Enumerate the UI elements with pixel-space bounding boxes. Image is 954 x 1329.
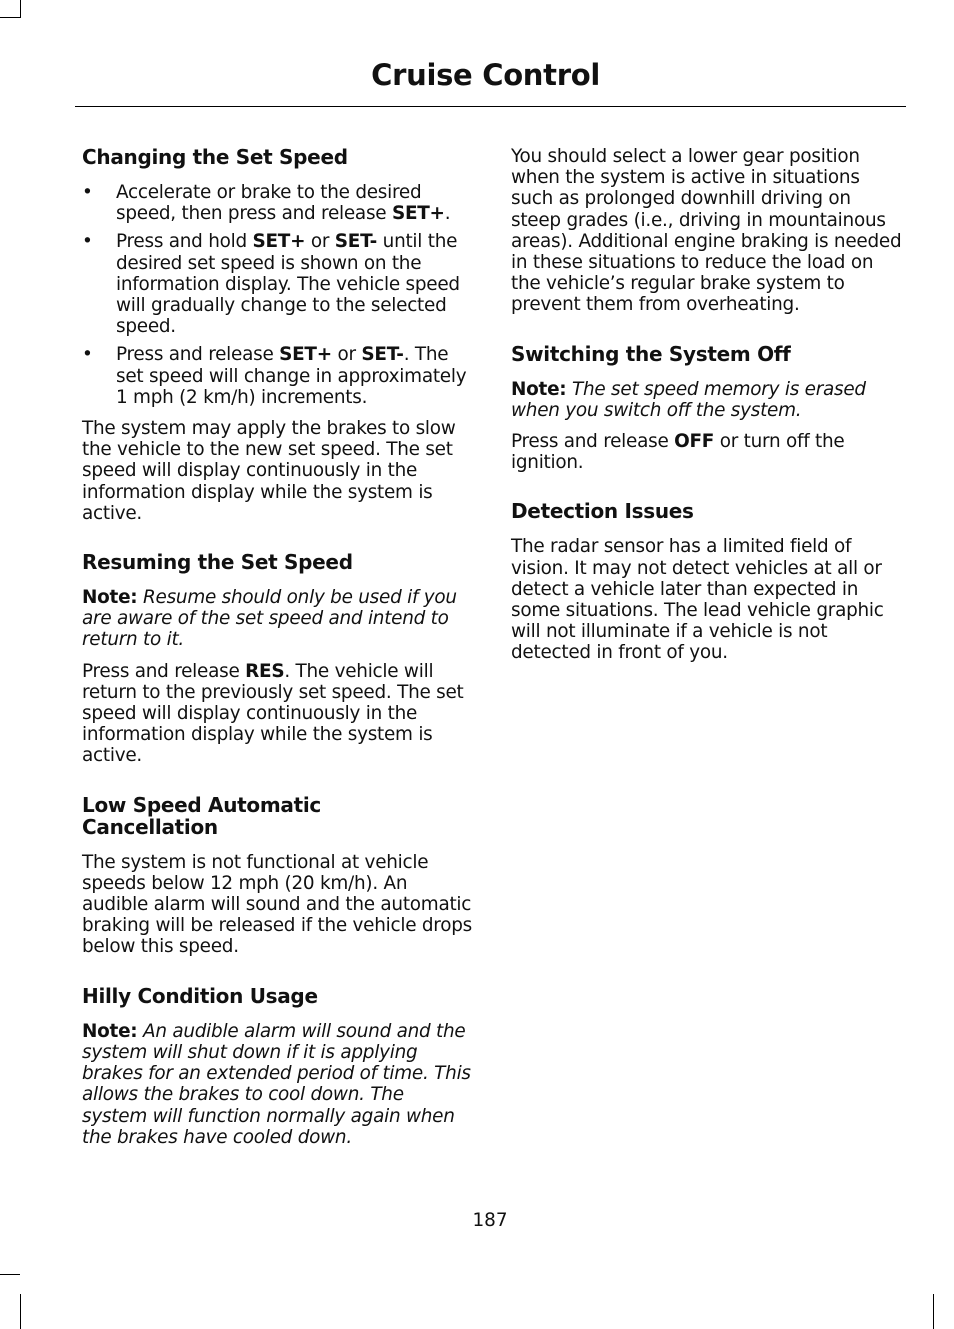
note-text: Resume should only be used if you are aware of the set speed and intend to return to it.	[82, 587, 457, 651]
text: until the desired set speed is shown on the information display. The vehicle speed will gradually change to the selected speed.	[116, 231, 460, 338]
paragraph: The system may apply the brakes to slow the vehicle to the new set speed. The set speed will display continuously in the information display while the system is active.	[82, 418, 456, 524]
bullet-icon: •	[82, 182, 93, 203]
note-text: An audible alarm will sound and the system will shut down if it is applying brakes for an extended period of time. This allows the brakes to cool down. The system will function normally again when the brakes have cooled down.	[82, 1020, 471, 1148]
keyword: SET+	[391, 203, 445, 225]
keyword: OFF	[674, 431, 715, 453]
section-resuming-set-speed	[82, 551, 474, 767]
section-heading: Resuming the Set Speed	[82, 550, 353, 575]
text: .	[444, 203, 451, 225]
crop-mark-top-left-h	[0, 17, 20, 18]
note-label: Note:	[511, 378, 567, 400]
text: Press and release	[82, 660, 246, 682]
note	[82, 1021, 474, 1148]
section-low-speed-cancellation	[82, 794, 474, 958]
paragraph: You should select a lower gear position when the system is active in situations such as prolonged downhill driving on steep grades (i.e., driving in mountainous areas). Additional engine braking is needed in these situations to reduce the load on the vehicle’s regular brake system to prevent them from overheating.	[511, 146, 902, 316]
paragraph: The radar sensor has a limited field of vision. It may not detect vehicles at all or detect a vehicle later than expected in some situations. The lead vehicle graphic will not illuminate if a vehicle is not detected in front of you.	[511, 536, 884, 664]
paragraph	[511, 431, 903, 473]
section-heading: Hilly Condition Usage	[82, 983, 318, 1008]
list-item	[82, 231, 474, 337]
section-heading: Changing the Set Speed	[82, 145, 348, 169]
text: . The vehicle will return to the previously set speed. The set speed will display continuously in the information display while the system is active.	[82, 660, 464, 767]
text: Press and release	[511, 431, 675, 453]
left-column	[82, 146, 474, 1158]
crop-mark-top-left-v	[20, 0, 21, 18]
note-label: Note:	[82, 587, 138, 609]
paragraph	[82, 661, 474, 767]
list-item	[82, 182, 474, 224]
paragraph: The system is not functional at vehicle speeds below 12 mph (20 km/h). An audible alarm will sound and the automatic braking will be released if the vehicle drops below this speed.	[82, 851, 472, 958]
page-number: 187	[472, 1210, 508, 1231]
bullet-icon: •	[82, 231, 93, 253]
text: or	[305, 231, 335, 253]
note-label: Note:	[82, 1020, 138, 1042]
bullet-icon: •	[82, 344, 93, 366]
section-heading: Switching the System Off	[511, 341, 791, 366]
crop-mark-bottom-right-v	[933, 1294, 934, 1329]
keyword: SET+	[279, 344, 332, 366]
page-title: Cruise Control	[371, 58, 600, 92]
keyword: SET+	[252, 231, 306, 253]
text: or	[331, 344, 362, 366]
section-switching-off	[511, 343, 903, 474]
section-heading: Low Speed Automatic Cancellation	[82, 792, 321, 839]
keyword: SET-	[334, 231, 378, 253]
section-heading: Detection Issues	[511, 499, 694, 524]
text: Press and hold	[116, 231, 253, 253]
crop-mark-bottom-left-v	[20, 1294, 21, 1329]
keyword: SET-	[361, 344, 404, 366]
note-text: The set speed memory is erased when you switch off the system.	[511, 378, 866, 421]
note	[511, 379, 903, 421]
title-divider	[75, 106, 906, 107]
section-changing-set-speed	[82, 146, 474, 524]
note	[82, 587, 474, 651]
text: Press and release	[116, 344, 280, 366]
text: Accelerate or brake to the desired speed, then press and release	[116, 182, 422, 225]
text: . The set speed will change in approximately 1 mph (2 km/h) increments.	[116, 344, 467, 408]
section-hilly-condition	[82, 985, 474, 1148]
list-item	[82, 344, 474, 408]
keyword: RES	[245, 660, 285, 682]
right-column	[511, 146, 903, 674]
bullet-list	[82, 182, 474, 408]
crop-mark-bottom-left-h	[0, 1274, 20, 1275]
text: or turn off the ignition.	[511, 431, 845, 474]
section-detection-issues	[511, 500, 903, 663]
